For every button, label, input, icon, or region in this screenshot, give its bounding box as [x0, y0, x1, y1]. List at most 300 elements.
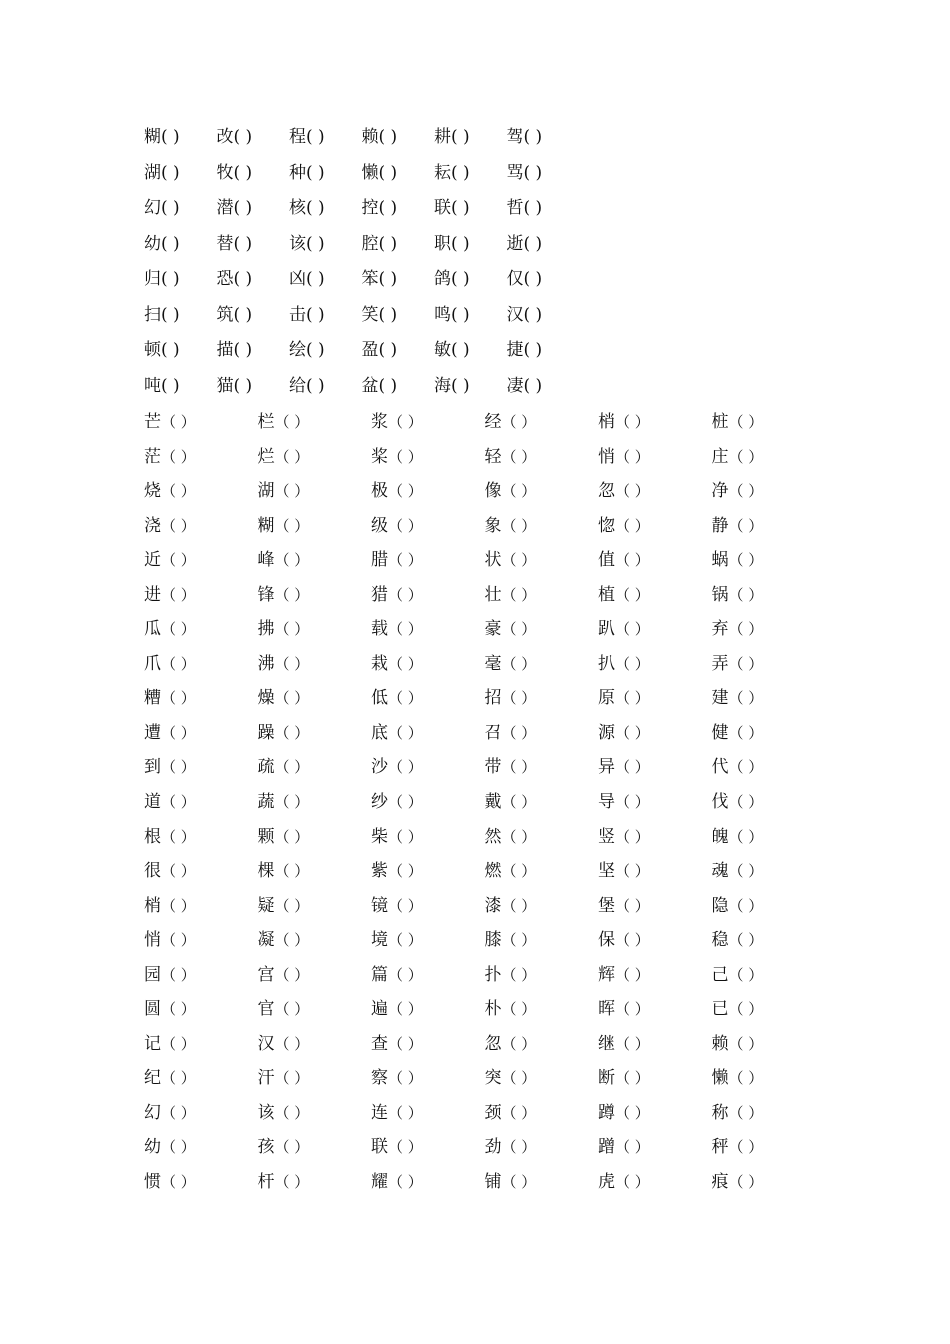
pinyin-blank[interactable]: （ ） — [274, 1103, 310, 1122]
pinyin-blank[interactable]: ( ) — [451, 162, 470, 183]
character: 遭 — [144, 722, 161, 743]
pinyin-blank[interactable]: （ ） — [728, 827, 764, 846]
pinyin-blank[interactable]: ( ) — [306, 198, 325, 218]
pinyin-blank[interactable]: （ ） — [388, 482, 423, 501]
character: 烧 — [144, 481, 161, 502]
character: 底 — [371, 722, 388, 743]
character-blank — [712, 1061, 825, 1095]
pinyin-blank[interactable]: （ ） — [615, 931, 650, 950]
pinyin-blank[interactable]: （ ） — [161, 689, 196, 708]
pinyin-blank[interactable]: （ ） — [501, 758, 537, 777]
pinyin-blank[interactable]: （ ） — [728, 896, 764, 915]
pinyin-blank[interactable]: ( ) — [306, 340, 325, 360]
character-blank — [598, 785, 711, 819]
pinyin-blank[interactable]: （ ） — [615, 1069, 650, 1088]
pinyin-blank[interactable]: （ ） — [615, 551, 650, 570]
character: 状 — [484, 550, 502, 571]
pinyin-blank[interactable]: （ ） — [274, 723, 310, 742]
character: 耘 — [434, 162, 451, 183]
pinyin-blank[interactable]: （ ） — [274, 413, 310, 431]
pinyin-blank[interactable]: ( ) — [451, 375, 470, 396]
pinyin-blank[interactable]: （ ） — [274, 551, 310, 570]
pinyin-blank[interactable]: ( ) — [378, 375, 398, 396]
pinyin-blank[interactable]: （ ） — [388, 862, 423, 881]
character: 桨 — [371, 446, 388, 467]
pinyin-blank[interactable]: （ ） — [615, 654, 650, 673]
pinyin-blank[interactable]: （ ） — [161, 931, 196, 950]
pinyin-blank[interactable]: （ ） — [388, 413, 423, 431]
pinyin-blank[interactable]: （ ） — [161, 1138, 196, 1157]
pinyin-blank[interactable]: （ ） — [615, 1173, 650, 1192]
pinyin-blank[interactable]: ( ) — [161, 375, 180, 396]
character-blank — [485, 474, 598, 508]
character-blank — [144, 1165, 257, 1199]
pinyin-blank[interactable]: ( ) — [306, 304, 325, 325]
pinyin-blank[interactable]: （ ） — [161, 585, 196, 604]
pinyin-blank[interactable]: （ ） — [615, 793, 650, 812]
pinyin-blank[interactable]: ( ) — [523, 162, 543, 183]
pinyin-blank[interactable]: （ ） — [274, 1034, 310, 1053]
pinyin-blank[interactable]: ( ) — [161, 127, 180, 147]
pinyin-blank[interactable]: （ ） — [274, 862, 310, 881]
pinyin-blank[interactable]: （ ） — [615, 482, 650, 501]
pinyin-blank[interactable]: （ ） — [388, 654, 423, 673]
character: 顿 — [144, 340, 161, 360]
pinyin-blank[interactable]: （ ） — [728, 758, 764, 777]
pinyin-blank[interactable]: （ ） — [388, 1000, 423, 1019]
character: 突 — [484, 1068, 502, 1089]
pinyin-blank[interactable]: （ ） — [388, 516, 423, 535]
character-blank — [712, 750, 825, 784]
pinyin-blank[interactable]: （ ） — [728, 1173, 764, 1192]
pinyin-blank[interactable]: （ ） — [274, 689, 310, 708]
pinyin-blank[interactable]: （ ） — [615, 585, 650, 604]
character: 哲 — [506, 198, 524, 218]
pinyin-blank[interactable]: （ ） — [615, 896, 650, 915]
pinyin-blank[interactable]: ( ) — [451, 269, 470, 289]
pinyin-blank[interactable]: ( ) — [161, 340, 180, 360]
character: 颗 — [257, 826, 275, 847]
character-blank — [485, 923, 598, 957]
character-blank — [434, 262, 506, 296]
pinyin-blank[interactable]: （ ） — [728, 1000, 764, 1019]
pinyin-blank[interactable]: ( ) — [161, 233, 180, 254]
character: 梢 — [598, 412, 615, 432]
pinyin-blank[interactable]: （ ） — [388, 1103, 423, 1122]
pinyin-blank[interactable]: （ ） — [161, 516, 196, 535]
character-blank — [289, 191, 361, 225]
pinyin-blank[interactable]: （ ） — [388, 931, 423, 950]
pinyin-blank[interactable]: （ ） — [388, 1173, 423, 1192]
pinyin-blank[interactable]: （ ） — [728, 1103, 764, 1122]
character-blank — [144, 191, 216, 225]
pinyin-blank[interactable]: （ ） — [728, 585, 764, 604]
pinyin-blank[interactable]: ( ) — [451, 340, 470, 360]
character: 替 — [216, 233, 234, 254]
character-blank — [598, 1165, 711, 1199]
pinyin-blank[interactable]: （ ） — [501, 551, 537, 570]
pinyin-blank[interactable]: ( ) — [233, 198, 253, 218]
character: 峰 — [257, 550, 275, 571]
character-blank — [258, 1027, 371, 1061]
pinyin-blank[interactable]: ( ) — [161, 269, 180, 289]
pinyin-blank[interactable]: （ ） — [161, 654, 196, 673]
character-blank — [217, 262, 289, 296]
pinyin-blank[interactable]: （ ） — [615, 758, 650, 777]
pinyin-blank[interactable]: （ ） — [728, 793, 764, 812]
pinyin-blank[interactable]: （ ） — [161, 965, 196, 984]
pinyin-blank[interactable]: （ ） — [501, 654, 537, 673]
character-blank — [362, 120, 434, 154]
pinyin-blank[interactable]: （ ） — [615, 689, 650, 708]
pinyin-blank[interactable]: （ ） — [388, 758, 423, 777]
pinyin-blank[interactable]: （ ） — [501, 827, 537, 846]
pinyin-blank[interactable]: ( ) — [523, 340, 543, 360]
character: 浇 — [144, 515, 161, 536]
pinyin-blank[interactable]: （ ） — [501, 1034, 537, 1053]
character: 汉 — [257, 1033, 275, 1054]
pinyin-blank[interactable]: ( ) — [378, 127, 398, 147]
character: 豪 — [484, 619, 502, 640]
pinyin-blank[interactable]: （ ） — [728, 862, 764, 881]
pinyin-blank[interactable]: （ ） — [161, 447, 196, 466]
character-blank — [507, 120, 579, 154]
character: 近 — [144, 550, 161, 571]
pinyin-blank[interactable]: ( ) — [161, 198, 180, 218]
character-blank — [371, 992, 484, 1026]
character-blank — [144, 716, 257, 750]
character-blank — [258, 1130, 371, 1164]
pinyin-blank[interactable]: （ ） — [274, 516, 310, 535]
character: 低 — [371, 688, 388, 709]
pinyin-blank[interactable]: （ ） — [161, 413, 196, 431]
pinyin-blank[interactable]: （ ） — [728, 413, 764, 431]
pinyin-blank[interactable]: （ ） — [615, 447, 650, 466]
character-blank — [144, 992, 257, 1026]
character: 耕 — [434, 127, 451, 147]
character: 虎 — [598, 1172, 615, 1193]
character-blank — [362, 262, 434, 296]
character: 联 — [434, 198, 451, 218]
character: 联 — [371, 1137, 388, 1158]
character-blank — [712, 992, 825, 1026]
pinyin-blank[interactable]: （ ） — [274, 654, 310, 673]
pinyin-blank[interactable]: ( ) — [233, 162, 253, 183]
character-blank — [434, 298, 506, 332]
character: 晖 — [598, 999, 615, 1020]
pinyin-blank[interactable]: （ ） — [501, 1173, 537, 1192]
character: 核 — [289, 198, 306, 218]
pinyin-blank[interactable]: ( ) — [161, 162, 180, 183]
pinyin-blank[interactable]: （ ） — [615, 516, 650, 535]
character: 腊 — [371, 550, 388, 571]
pinyin-blank[interactable]: （ ） — [274, 827, 310, 846]
pinyin-blank[interactable]: （ ） — [615, 965, 650, 984]
pinyin-blank[interactable]: ( ) — [378, 304, 398, 325]
pinyin-blank[interactable]: （ ） — [501, 1000, 537, 1019]
pinyin-blank[interactable]: （ ） — [274, 620, 310, 639]
pinyin-blank[interactable]: （ ） — [501, 1069, 537, 1088]
pinyin-blank[interactable]: ( ) — [523, 233, 543, 254]
pinyin-blank[interactable]: ( ) — [378, 269, 398, 289]
pinyin-blank[interactable]: ( ) — [378, 198, 398, 218]
pinyin-blank[interactable]: （ ） — [728, 1138, 764, 1157]
character-blank — [258, 716, 371, 750]
pinyin-blank[interactable]: （ ） — [615, 1000, 650, 1019]
character-blank — [712, 820, 825, 854]
pinyin-blank[interactable]: （ ） — [728, 689, 764, 708]
pinyin-blank[interactable]: （ ） — [501, 413, 537, 431]
pinyin-blank[interactable]: （ ） — [501, 1138, 537, 1157]
character: 蜗 — [711, 550, 729, 571]
pinyin-blank[interactable]: ( ) — [378, 340, 398, 360]
pinyin-blank[interactable]: （ ） — [274, 1000, 310, 1019]
pinyin-blank[interactable]: （ ） — [388, 1034, 423, 1053]
character-blank — [258, 612, 371, 646]
pinyin-blank[interactable]: （ ） — [274, 965, 310, 984]
character-blank — [258, 578, 371, 612]
character: 鸽 — [434, 269, 451, 289]
pinyin-blank[interactable]: （ ） — [161, 1000, 196, 1019]
character: 到 — [144, 757, 161, 778]
character: 该 — [289, 233, 306, 254]
character: 惚 — [598, 515, 615, 536]
pinyin-blank[interactable]: （ ） — [615, 862, 650, 881]
character-blank — [258, 509, 371, 543]
character-blank — [371, 612, 484, 646]
pinyin-blank[interactable]: （ ） — [728, 654, 764, 673]
pinyin-blank[interactable]: （ ） — [615, 620, 650, 639]
character: 断 — [598, 1068, 615, 1089]
character: 轻 — [484, 446, 502, 467]
pinyin-blank[interactable]: （ ） — [728, 723, 764, 742]
pinyin-blank[interactable]: （ ） — [728, 931, 764, 950]
character: 凄 — [506, 375, 524, 396]
character-blank — [598, 405, 711, 439]
pinyin-blank[interactable]: （ ） — [161, 1069, 196, 1088]
pinyin-blank[interactable]: （ ） — [501, 793, 537, 812]
pinyin-blank[interactable]: ( ) — [378, 162, 398, 183]
pinyin-blank[interactable]: （ ） — [388, 965, 423, 984]
pinyin-blank[interactable]: ( ) — [451, 304, 470, 325]
pinyin-blank[interactable]: ( ) — [306, 233, 325, 254]
character-blank — [507, 298, 579, 332]
pinyin-blank[interactable]: （ ） — [615, 723, 650, 742]
character-blank — [144, 1061, 257, 1095]
pinyin-blank[interactable]: （ ） — [274, 1069, 310, 1088]
character: 很 — [144, 861, 161, 882]
pinyin-blank[interactable]: （ ） — [274, 931, 310, 950]
character-blank — [371, 1165, 484, 1199]
pinyin-blank[interactable]: ( ) — [523, 198, 543, 218]
pinyin-blank[interactable]: ( ) — [306, 127, 325, 147]
pinyin-blank[interactable]: （ ） — [728, 965, 764, 984]
pinyin-blank[interactable]: ( ) — [378, 233, 398, 254]
pinyin-blank[interactable]: （ ） — [161, 551, 196, 570]
pinyin-blank[interactable]: （ ） — [161, 896, 196, 915]
pinyin-blank[interactable]: （ ） — [274, 447, 310, 466]
pinyin-blank[interactable]: ( ) — [161, 304, 180, 325]
pinyin-blank[interactable]: （ ） — [388, 723, 423, 742]
character-blank — [485, 958, 598, 992]
pinyin-blank[interactable]: ( ) — [523, 375, 543, 396]
character-blank — [371, 889, 484, 923]
character: 招 — [484, 688, 502, 709]
character: 糊 — [257, 515, 275, 536]
character-blank — [258, 681, 371, 715]
pinyin-blank[interactable]: （ ） — [274, 1173, 310, 1192]
pinyin-blank[interactable]: （ ） — [501, 931, 537, 950]
character-blank — [712, 1165, 825, 1199]
pinyin-blank[interactable]: （ ） — [161, 793, 196, 812]
pinyin-blank[interactable]: （ ） — [728, 1069, 764, 1088]
character: 绘 — [289, 340, 306, 360]
pinyin-blank[interactable]: ( ) — [233, 340, 253, 360]
character: 像 — [484, 481, 502, 502]
pinyin-blank[interactable]: ( ) — [233, 269, 253, 289]
pinyin-blank[interactable]: ( ) — [306, 162, 325, 183]
character-blank — [485, 889, 598, 923]
character-blank — [434, 227, 506, 261]
character: 燃 — [484, 861, 502, 882]
character-blank — [258, 647, 371, 681]
pinyin-blank[interactable]: ( ) — [523, 269, 543, 289]
pinyin-blank[interactable]: （ ） — [161, 827, 196, 846]
character: 道 — [144, 792, 161, 813]
pinyin-blank[interactable]: （ ） — [274, 896, 310, 915]
pinyin-blank[interactable]: （ ） — [388, 447, 423, 466]
pinyin-blank[interactable]: （ ） — [501, 585, 537, 604]
character: 园 — [144, 964, 161, 985]
pinyin-blank[interactable]: ( ) — [451, 198, 470, 218]
pinyin-blank[interactable]: （ ） — [728, 1034, 764, 1053]
pinyin-blank[interactable]: ( ) — [306, 375, 325, 396]
pinyin-blank[interactable]: （ ） — [728, 620, 764, 639]
character-blank — [598, 612, 711, 646]
pinyin-blank[interactable]: ( ) — [451, 127, 470, 147]
pinyin-blank[interactable]: ( ) — [233, 375, 253, 396]
pinyin-blank[interactable]: （ ） — [615, 1034, 650, 1053]
character: 归 — [144, 269, 161, 289]
character-blank — [598, 889, 711, 923]
character-blank — [371, 820, 484, 854]
character-blank — [712, 681, 825, 715]
character-blank — [598, 1130, 711, 1164]
pinyin-blank[interactable]: （ ） — [274, 758, 310, 777]
pinyin-blank[interactable]: ( ) — [523, 127, 543, 147]
character: 保 — [598, 930, 615, 951]
pinyin-blank[interactable]: （ ） — [728, 447, 764, 466]
character-blank — [598, 647, 711, 681]
character-blank — [144, 820, 257, 854]
character: 蹭 — [598, 1137, 615, 1158]
pinyin-blank[interactable]: （ ） — [501, 896, 537, 915]
character-blank — [144, 543, 257, 577]
pinyin-blank[interactable]: （ ） — [161, 758, 196, 777]
pinyin-blank[interactable]: （ ） — [615, 1103, 650, 1122]
character: 燥 — [257, 688, 275, 709]
pinyin-blank[interactable]: （ ） — [501, 862, 537, 881]
pinyin-blank[interactable]: （ ） — [388, 689, 423, 708]
pinyin-blank[interactable]: （ ） — [501, 620, 537, 639]
character: 耀 — [371, 1172, 388, 1193]
pinyin-blank[interactable]: （ ） — [388, 896, 423, 915]
pinyin-blank[interactable]: （ ） — [274, 585, 310, 604]
pinyin-blank[interactable]: （ ） — [161, 1173, 196, 1192]
pinyin-blank[interactable]: （ ） — [615, 1138, 650, 1157]
pinyin-blank[interactable]: （ ） — [388, 1069, 423, 1088]
pinyin-blank[interactable]: ( ) — [306, 269, 325, 289]
pinyin-blank[interactable]: （ ） — [161, 620, 196, 639]
character-blank — [371, 923, 484, 957]
character: 隐 — [711, 895, 729, 916]
pinyin-blank[interactable]: ( ) — [233, 304, 253, 325]
pinyin-blank[interactable]: （ ） — [161, 1034, 196, 1053]
pinyin-blank[interactable]: （ ） — [274, 793, 310, 812]
pinyin-blank[interactable]: ( ) — [233, 127, 253, 147]
pinyin-blank[interactable]: ( ) — [451, 233, 470, 254]
character-blank — [258, 820, 371, 854]
character: 值 — [598, 550, 615, 571]
pinyin-blank[interactable]: （ ） — [388, 793, 423, 812]
pinyin-blank[interactable]: （ ） — [388, 620, 423, 639]
character-blank — [258, 889, 371, 923]
pinyin-blank[interactable]: （ ） — [728, 551, 764, 570]
pinyin-blank[interactable]: （ ） — [501, 482, 537, 501]
character-blank — [144, 578, 257, 612]
character: 痕 — [711, 1172, 729, 1193]
pinyin-blank[interactable]: （ ） — [161, 862, 196, 881]
pinyin-blank[interactable]: （ ） — [161, 723, 196, 742]
character: 吨 — [144, 375, 161, 396]
pinyin-blank[interactable]: （ ） — [161, 482, 196, 501]
character: 秤 — [711, 1137, 729, 1158]
character-blank — [598, 1027, 711, 1061]
character: 膝 — [484, 930, 502, 951]
pinyin-blank[interactable]: ( ) — [523, 304, 543, 325]
pinyin-blank[interactable]: （ ） — [161, 1103, 196, 1122]
character-blank — [485, 1130, 598, 1164]
pinyin-blank[interactable]: （ ） — [274, 482, 310, 501]
pinyin-blank[interactable]: （ ） — [615, 827, 650, 846]
pinyin-blank[interactable]: ( ) — [233, 233, 253, 254]
pinyin-blank[interactable]: （ ） — [388, 827, 423, 846]
character: 糊 — [144, 127, 161, 147]
character: 湖 — [144, 162, 161, 183]
pinyin-blank[interactable]: （ ） — [501, 516, 537, 535]
pinyin-blank[interactable]: （ ） — [501, 965, 537, 984]
character-blank — [144, 333, 216, 367]
pinyin-blank[interactable]: （ ） — [388, 585, 423, 604]
character-blank — [598, 820, 711, 854]
pinyin-blank[interactable]: （ ） — [501, 447, 537, 466]
character: 幼 — [144, 233, 161, 254]
pinyin-blank[interactable]: （ ） — [615, 413, 650, 431]
character-blank — [485, 750, 598, 784]
pinyin-blank[interactable]: （ ） — [501, 723, 537, 742]
character-blank — [144, 227, 216, 261]
pinyin-blank[interactable]: （ ） — [274, 1138, 310, 1157]
pinyin-blank[interactable]: （ ） — [501, 689, 537, 708]
pinyin-blank[interactable]: （ ） — [728, 516, 764, 535]
character-blank — [258, 992, 371, 1026]
pinyin-blank[interactable]: （ ） — [388, 1138, 423, 1157]
character-blank — [144, 889, 257, 923]
character: 经 — [484, 412, 502, 432]
pinyin-blank[interactable]: （ ） — [388, 551, 423, 570]
pinyin-blank[interactable]: （ ） — [501, 1103, 537, 1122]
pinyin-blank[interactable]: （ ） — [728, 482, 764, 501]
